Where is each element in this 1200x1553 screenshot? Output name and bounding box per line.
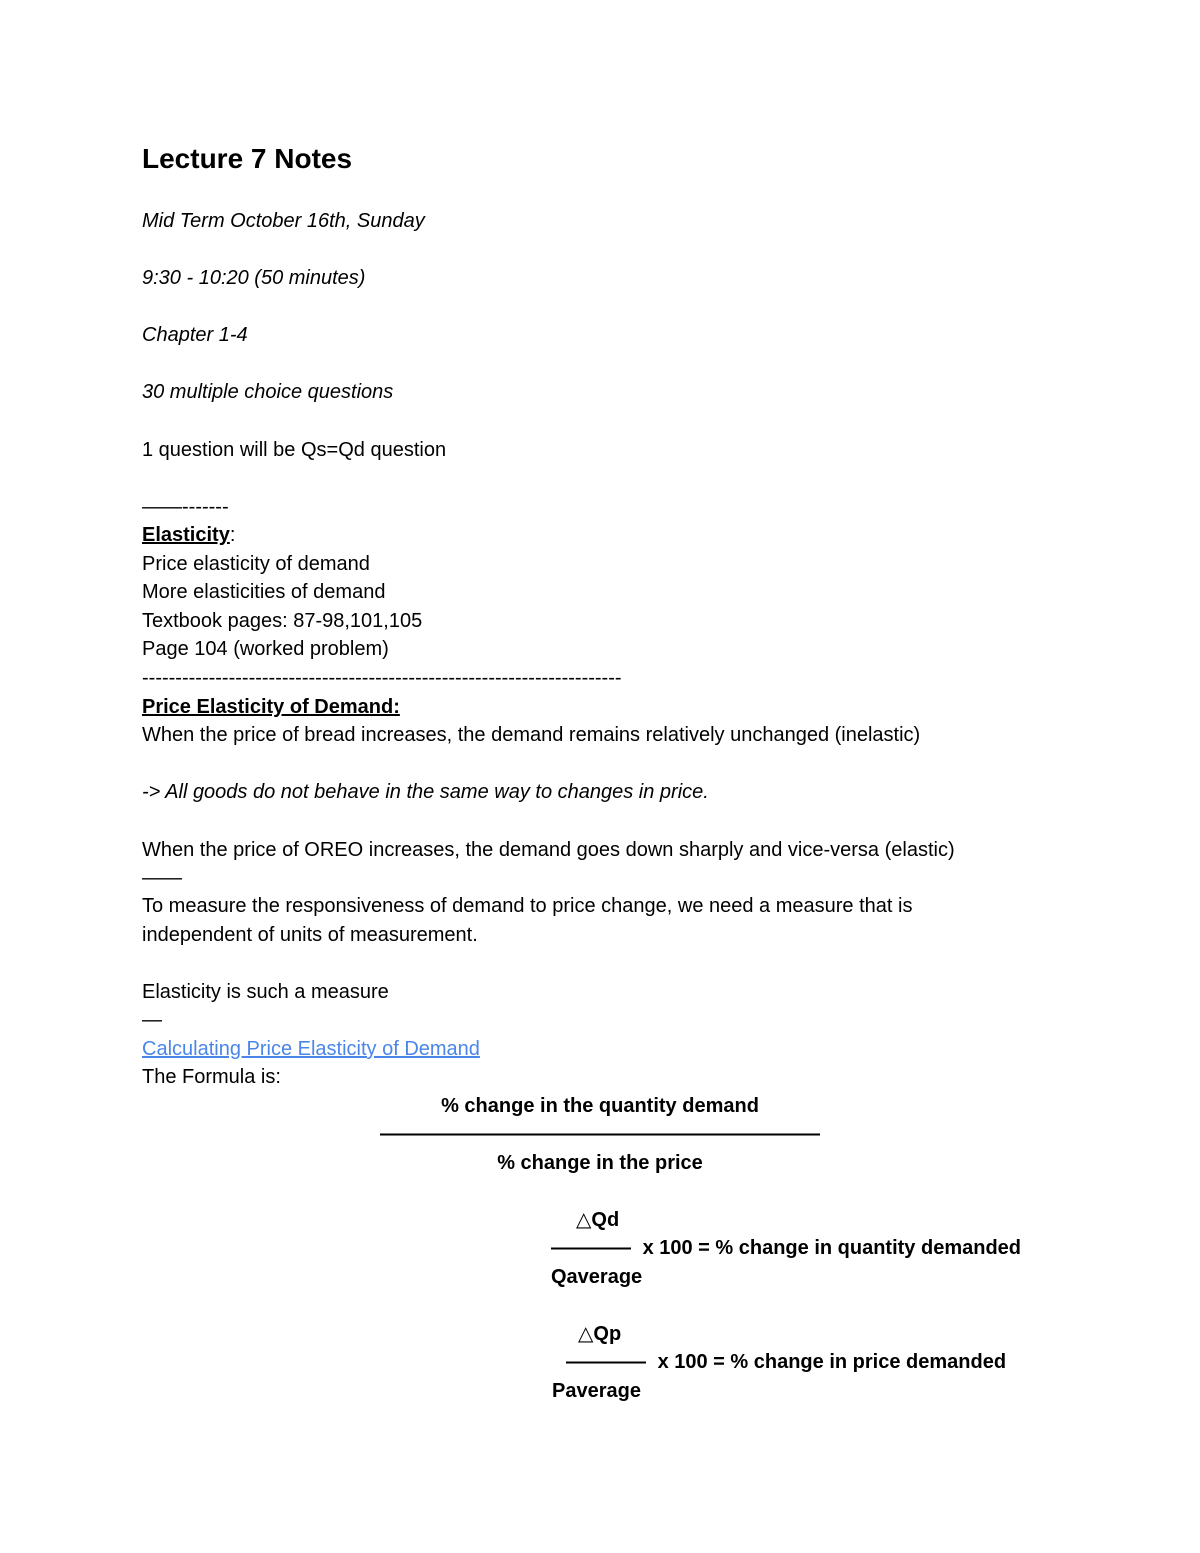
ped-bread-text: When the price of bread increases, the demand remains relatively unchanged (inelastic) [142,724,921,746]
elasticity-item: Price elasticity of demand [142,553,370,575]
exam-date: Mid Term October 16th, Sunday [142,210,425,232]
elasticity-item: Textbook pages: 87-98,101,105 [142,610,423,632]
elasticity-heading: Elasticity [142,524,230,546]
calculating-ped-link[interactable]: Calculating Price Elasticity of Demand [142,1038,480,1060]
elasticity-item: More elasticities of demand [142,581,386,603]
exam-time: 9:30 - 10:20 (50 minutes) [142,267,366,289]
formula-intro: The Formula is: [142,1066,281,1088]
qd-formula-result: x 100 = % change in quantity demanded [642,1237,1021,1259]
section-divider-long: ------------------------------------------------------------------------ [142,667,622,689]
calculating-ped-link-line [142,1035,480,1063]
qp-formula-result: x 100 = % change in price demanded [657,1351,1007,1373]
dash-separator: — [142,1009,162,1031]
ped-note: -> All goods do not behave in the same way to changes in price. [142,781,709,803]
qd-fraction-bar: ———— [551,1237,631,1259]
ped-measure-text-continued: independent of units of measurement. [142,924,478,946]
dash-separator: —— [142,867,182,889]
delta-qd: △Qd [576,1209,620,1231]
ped-oreo-text: When the price of OREO increases, the demand goes down sharply and vice-versa (elastic) [142,839,955,861]
qp-fraction-line [566,1348,1006,1376]
section-divider-short: ——------- [142,496,229,518]
page-title: Lecture 7 Notes [142,143,353,174]
elasticity-heading-line [142,521,235,549]
elasticity-measure-text: Elasticity is such a measure [142,981,389,1003]
ped-measure-text: To measure the responsiveness of demand to price change, we need a measure that is [142,895,913,917]
delta-qp: △Qp [578,1323,622,1345]
qd-fraction-line [551,1234,1021,1262]
qp-fraction-bar: ———— [566,1351,646,1373]
ped-heading: Price Elasticity of Demand: [142,696,400,718]
formula-numerator: % change in the quantity demand [441,1095,759,1117]
exam-questions: 30 multiple choice questions [142,381,394,403]
formula-fraction-bar: —————————————————————— [380,1123,820,1145]
qd-denominator: Qaverage [551,1266,643,1288]
formula-denominator: % change in the price [497,1152,703,1174]
exam-chapters: Chapter 1-4 [142,324,248,346]
elasticity-heading-colon: : [229,524,236,546]
exam-special-question: 1 question will be Qs=Qd question [142,439,447,461]
qp-denominator: Paverage [552,1380,641,1402]
elasticity-item: Page 104 (worked problem) [142,638,389,660]
